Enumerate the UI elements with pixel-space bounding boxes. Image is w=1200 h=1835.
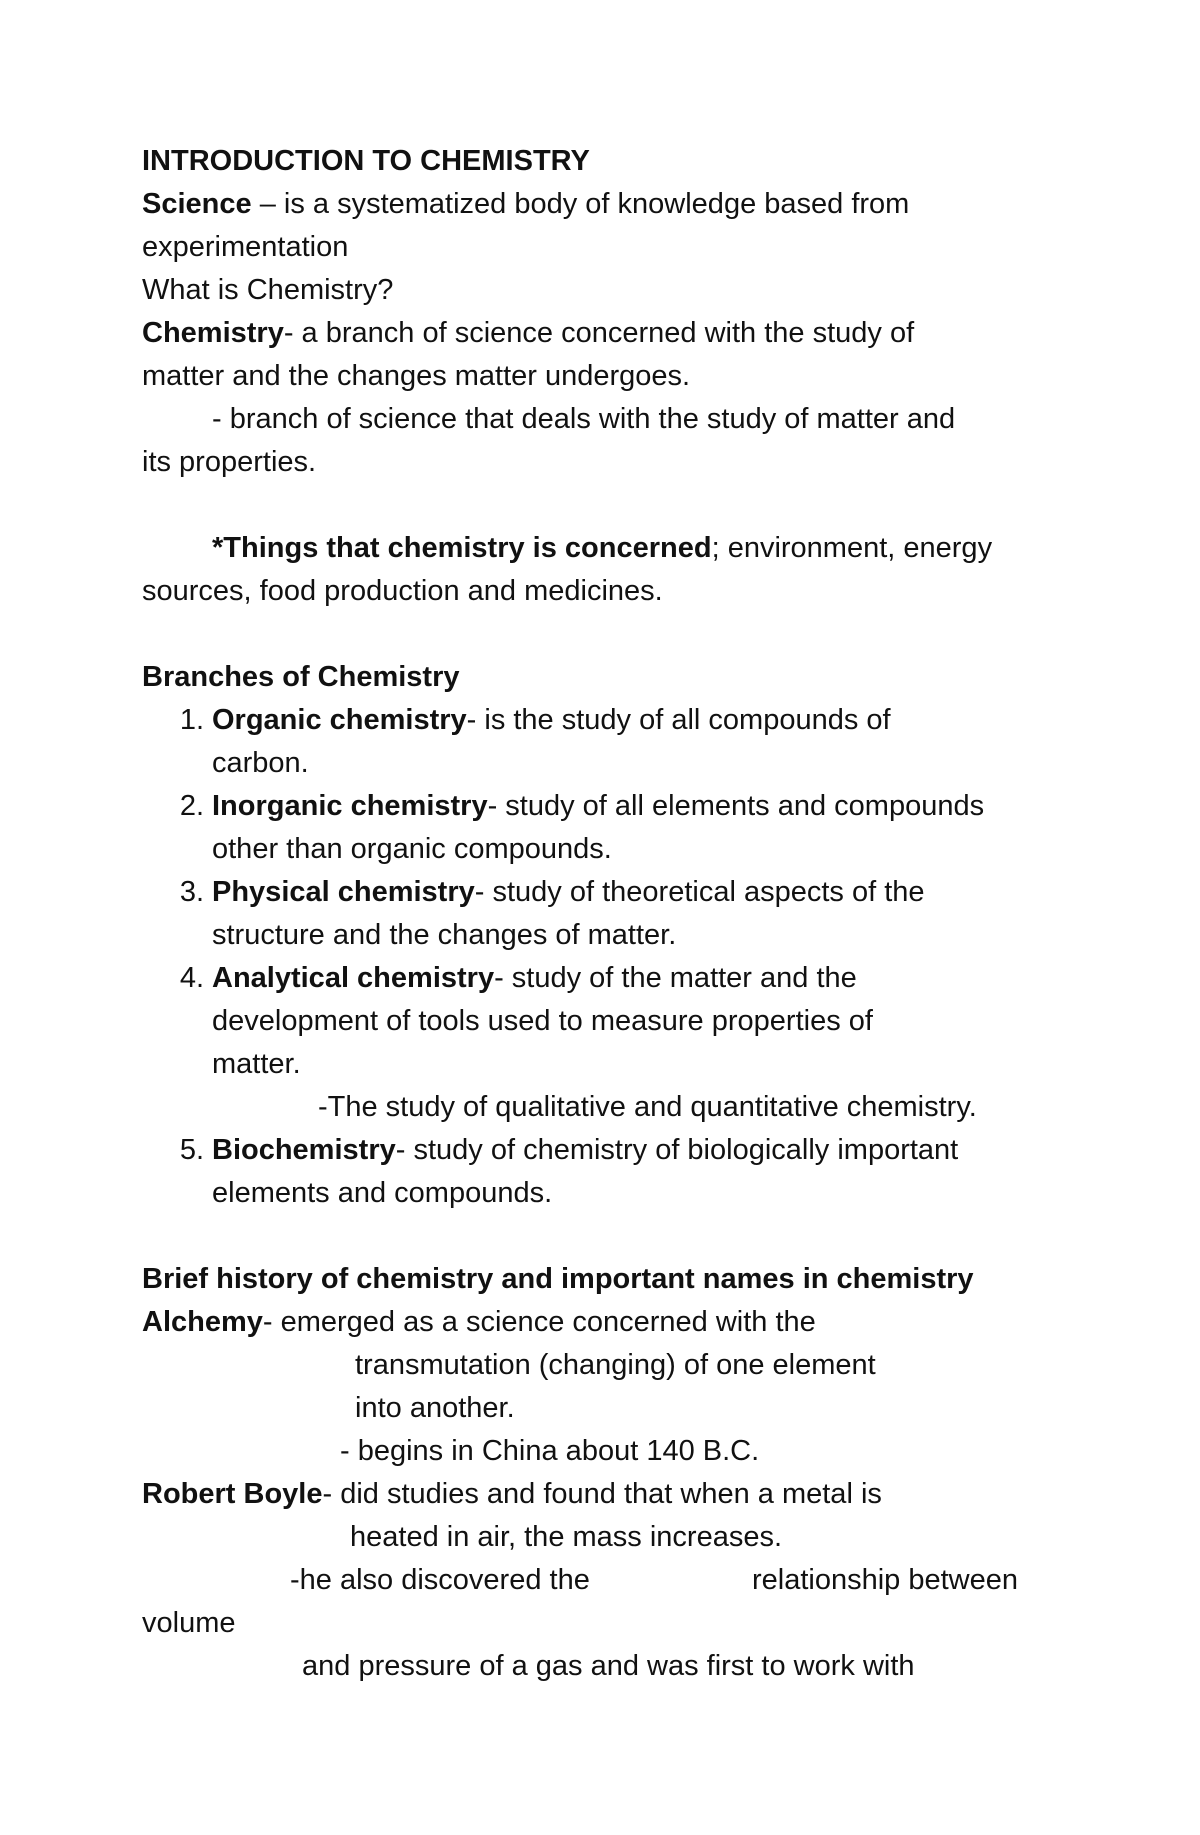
things-concerned: *Things that chemistry is concerned; environment, energy <box>212 532 993 564</box>
boyle-discovery-end: and pressure of a gas and was first to work with <box>302 1650 915 1682</box>
what-is-question: What is Chemistry? <box>142 274 394 306</box>
list-item-cont: structure and the changes of matter. <box>212 919 677 951</box>
boyle-term: Robert Boyle <box>142 1478 323 1510</box>
boyle-definition-cont: heated in air, the mass increases. <box>350 1521 783 1553</box>
list-item-note: -The study of qualitative and quantitative chemistry. <box>318 1091 977 1123</box>
list-item: 1. Organic chemistry- is the study of all compounds of <box>179 704 891 736</box>
alchemy-definition: Alchemy- emerged as a science concerned with the <box>142 1306 816 1338</box>
alchemy-origin: - begins in China about 140 B.C. <box>340 1435 760 1467</box>
chemistry-term: Chemistry <box>142 317 284 349</box>
chemistry-definition-alt: - branch of science that deals with the study of matter and <box>212 403 956 435</box>
science-definition: Science – is a systematized body of knowledge based from <box>142 188 910 220</box>
science-term: Science <box>142 188 252 220</box>
alchemy-definition-cont: transmutation (changing) of one element <box>355 1349 876 1381</box>
list-item-cont: carbon. <box>212 747 309 779</box>
science-definition-cont: experimentation <box>142 231 349 263</box>
chemistry-definition-alt-cont: its properties. <box>142 446 317 478</box>
list-item: 4. Analytical chemistry- study of the matter and the <box>179 962 857 994</box>
chemistry-definition-cont: matter and the changes matter undergoes. <box>142 360 691 392</box>
list-item: 5. Biochemistry- study of chemistry of biologically important <box>179 1134 959 1166</box>
list-item-cont: matter. <box>212 1048 301 1080</box>
boyle-discovery: -he also discovered the <box>290 1564 590 1596</box>
things-term: *Things that chemistry is concerned <box>212 532 712 564</box>
page-title: INTRODUCTION TO CHEMISTRY <box>142 145 590 177</box>
things-concerned-cont: sources, food production and medicines. <box>142 575 663 607</box>
list-item-cont: other than organic compounds. <box>212 833 612 865</box>
history-heading: Brief history of chemistry and important names in chemistry <box>142 1263 974 1295</box>
alchemy-definition-cont: into another. <box>355 1392 515 1424</box>
list-item: 2. Inorganic chemistry- study of all elements and compounds <box>179 790 985 822</box>
boyle-definition: Robert Boyle- did studies and found that when a metal is <box>142 1478 882 1510</box>
list-item-cont: development of tools used to measure properties of <box>212 1005 873 1037</box>
boyle-discovery-cont: relationship between <box>752 1564 1019 1596</box>
branches-heading: Branches of Chemistry <box>142 661 460 693</box>
list-item: 3. Physical chemistry- study of theoretical aspects of the <box>179 876 925 908</box>
list-item-cont: elements and compounds. <box>212 1177 553 1209</box>
boyle-discovery-wrap: volume <box>142 1607 236 1639</box>
alchemy-term: Alchemy <box>142 1306 263 1338</box>
chemistry-definition: Chemistry- a branch of science concerned with the study of <box>142 317 915 349</box>
